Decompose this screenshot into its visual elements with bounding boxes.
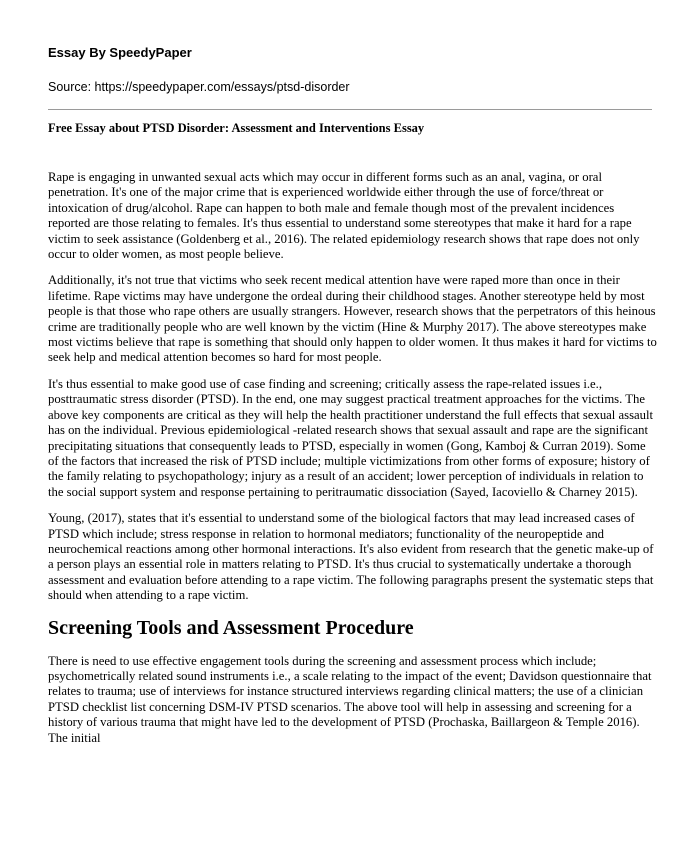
essay-body (48, 170, 659, 757)
header-divider (48, 109, 652, 110)
essay-paragraph-4: Young, (2017), states that it's essential to understand some of the biological factors that may lead increased cases of PTSD which include; stress response in relation to hormonal mediators; functionality of the neuropeptide and neurochemical reactions among other hormonal interactions. It's also evident from research that the genetic make-up of a person plays an essential role in matters relating to PTSD. It's thus crucial to systematically undertake a thorough assessment and evaluation before attending to a rape victim. The following paragraphs present the systematic steps that should when attending to a rape victim. (48, 511, 654, 603)
essay-title: Free Essay about PTSD Disorder: Assessment and Interventions Essay (48, 121, 425, 135)
essay-paragraph-2: Additionally, it's not true that victims who seek recent medical attention have were raped more than once in their lifetime. Rape victims may have undergone the ordeal during their childhood stages. Another stereotype held by most people is that those who rape others are usually strangers. However, research shows that the perpetrators of this heinous crime are traditionally people who are well known by the victim (Hine & Murphy 2017). The above stereotypes make most victims believe that rape is something that should only happen to older women. It thus makes it hard for victims to seek help and medical attention becomes so hard for most people. (48, 273, 657, 365)
essay-paragraph-3: It's thus essential to make good use of case finding and screening; critically assess the rape-related issues i.e., posttraumatic stress disorder (PTSD). In the end, one may suggest practical treatment approaches for the victims. The above key components are critical as they will help the health practitioner understand the full effects that sexual assault has on the individual. Previous epidemiological -related research shows that sexual assault and rape are the significant precipitating situations that consequently leads to PTSD, especially in women (Gong, Kamboj & Curran 2019). Some of the factors that increased the risk of PTSD include; multiple victimizations from other forms of exposure; history of the family relating to psychopathology; injury as a result of an accident; lower perception of individuals in relation to the social support system and response pertaining to peritraumatic dissociation (Sayed, Iacoviello & Charney 2015). (48, 376, 654, 499)
section-heading: Screening Tools and Assessment Procedure (48, 616, 414, 639)
section-paragraph: There is need to use effective engagement tools during the screening and assessment process which include; psychometrically related sound instruments i.e., a scale relating to the impact of the event; Davidson questionnaire that relates to trauma; use of interviews for instance structured interviews regarding clinical matters; the use of a clinician PTSD checklist list concerning DSM-IV PTSD scenarios. The above tool will help in assessing and screening for a history of various trauma that might have led to the development of PTSD (Prochaska, Baillargeon & Temple 2016). The initial (48, 653, 652, 745)
brand-title: Essay By SpeedyPaper (48, 45, 192, 60)
essay-paragraph-1: Rape is engaging in unwanted sexual acts which may occur in different forms such as an anal, vagina, or oral penetration. It's one of the major crime that is experienced worldwide either through the use of force/threat or intoxication of drug/alcohol. Rape can happen to both male and female though most of the prevalent incidences reported are those relating to females. It's thus essential to understand some stereotypes that make it hard for a rape victim to seek assistance (Goldenberg et al., 2016). The related epidemiology research shows that rape does not only occur to older women, as most people believe. (48, 170, 640, 262)
page-header (48, 44, 658, 96)
source-line: Source: https://speedypaper.com/essays/ptsd-disorder (48, 80, 350, 94)
